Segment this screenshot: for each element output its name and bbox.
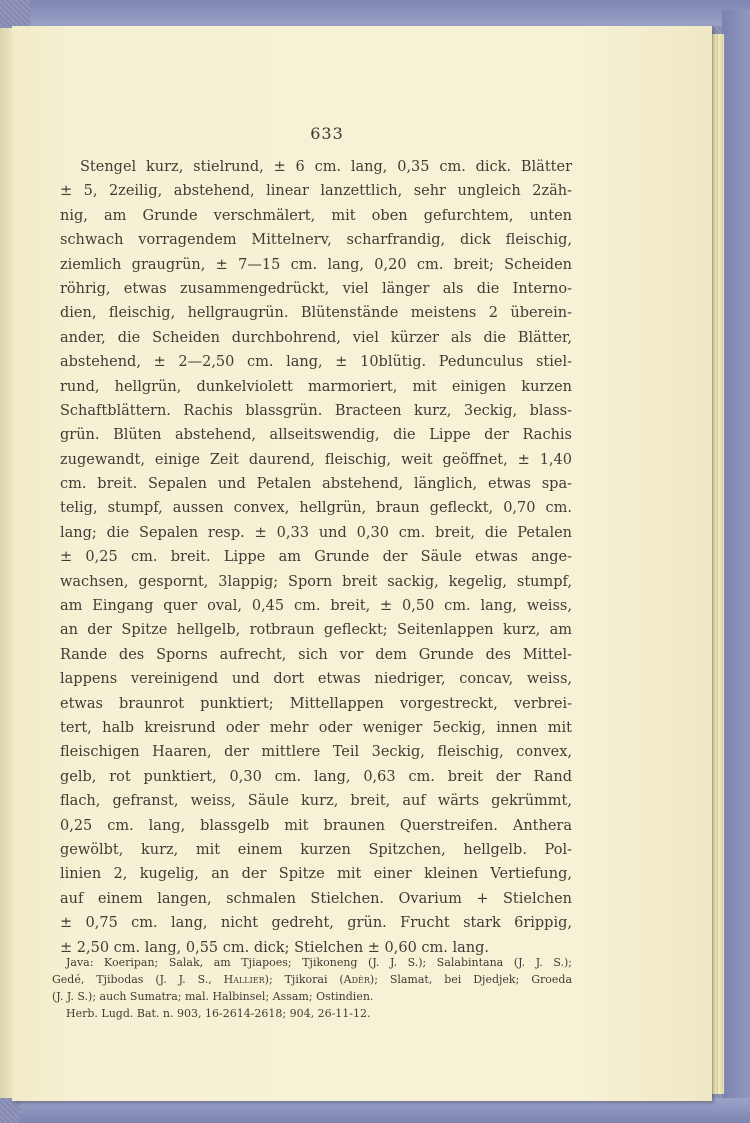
text-line: flach, gefranst, weiss, Säule kurz, breit, auf wärts gekrümmt, (60, 793, 572, 810)
text-line: Schaftblättern. Rachis blassgrün. Bracteen kurz, 3eckig, blass- (60, 402, 572, 419)
note-line: (J. J. S.); auch Sumatra; mal. Halbinsel; Assam; Ostindien. (52, 990, 374, 1003)
collector-name: Adèr (343, 973, 370, 986)
text-line: 0,25 cm. lang, blassgelb mit braunen Querstreifen. Anthera (60, 817, 572, 834)
text-line: ± 5, 2zeilig, abstehend, linear lanzettlich, sehr ungleich 2zäh- (60, 183, 572, 200)
text-line: gelb, rot punktiert, 0,30 cm. lang, 0,63 cm. breit der Rand (60, 768, 572, 785)
text-line: ± 2,50 cm. lang, 0,55 cm. dick; Stielchen ± 0,60 cm. lang. (60, 939, 490, 956)
book-cover-top (30, 0, 750, 26)
note-text: Gedé, Tjibodas (J. J. S., (52, 973, 224, 986)
text-line: telig, stumpf, aussen convex, hellgrün, braun gefleckt, 0,70 cm. (60, 500, 572, 517)
text-line: etwas braunrot punktiert; Mittellappen vorgestreckt, verbrei- (60, 695, 572, 712)
page-number: 633 (310, 124, 344, 143)
locality-notes (52, 954, 572, 1022)
text-line: linien 2, kugelig, an der Spitze mit einer kleinen Vertiefung, (60, 866, 572, 883)
text-line: wachsen, gespornt, 3lappig; Sporn breit sackig, kegelig, stumpf, (60, 573, 572, 590)
book-cover-bottom (20, 1098, 750, 1123)
text-line: auf einem langen, schmalen Stielchen. Ovarium + Stielchen (60, 890, 572, 907)
text-line: ± 0,25 cm. breit. Lippe am Grunde der Säule etwas ange- (60, 549, 572, 566)
text-line: ander, die Scheiden durchbohrend, viel kürzer als die Blätter, (60, 329, 572, 346)
text-line: röhrig, etwas zusammengedrückt, viel länger als die Interno- (60, 280, 572, 297)
text-line: rund, hellgrün, dunkelviolett marmoriert, mit einigen kurzen (60, 378, 572, 395)
text-line: zugewandt, einige Zeit daurend, fleischig, weit geöffnet, ± 1,40 (60, 451, 572, 468)
text-line: an der Spitze hellgelb, rotbraun gefleckt; Seitenlappen kurz, am (60, 622, 572, 639)
text-line: cm. breit. Sepalen und Petalen abstehend, länglich, etwas spa- (60, 476, 572, 493)
book-cover-right (722, 10, 750, 1110)
text-line: ziemlich graugrün, ± 7—15 cm. lang, 0,20 cm. breit; Scheiden (60, 256, 572, 273)
page (12, 26, 712, 1101)
text-line: lappens vereinigend und dort etwas niedriger, concav, weiss, (60, 671, 572, 688)
text-line: schwach vorragendem Mittelnerv, scharfrandig, dick fleischig, (60, 232, 572, 249)
text-line: Stengel kurz, stielrund, ± 6 cm. lang, 0,35 cm. dick. Blätter (80, 159, 572, 175)
note-text: ); Tjikorai ( (264, 973, 344, 986)
note-text: ); Slamat, bei Djedjek; Groeda (369, 973, 572, 986)
collector-name: Hallier (223, 973, 265, 986)
text-line: ± 0,75 cm. lang, nicht gedreht, grün. Frucht stark 6rippig, (60, 915, 572, 932)
text-line: nig, am Grunde verschmälert, mit oben gefurchtem, unten (60, 207, 572, 224)
text-line: gewölbt, kurz, mit einem kurzen Spitzchen, hellgelb. Pol- (60, 841, 572, 858)
herbarium-line: Herb. Lugd. Bat. n. 903, 16-2614-2618; 904, 26-11-12. (66, 1007, 371, 1020)
text-line: fleischigen Haaren, der mittlere Teil 3eckig, fleischig, convex, (60, 744, 572, 761)
note-line: Java: Koeripan; Salak, am Tjiapoes; Tjikoneng (J. J. S.); Salabintana (J. J. S.); (66, 956, 572, 969)
text-line: abstehend, ± 2—2,50 cm. lang, ± 10blütig. Pedunculus stiel- (60, 354, 572, 371)
description-text (60, 155, 572, 960)
text-line: dien, fleischig, hellgraugrün. Blütenstände meistens 2 überein- (60, 305, 572, 322)
text-line: grün. Blüten abstehend, allseitswendig, die Lippe der Rachis (60, 427, 572, 444)
text-line: tert, halb kreisrund oder mehr oder weniger 5eckig, innen mit (60, 719, 572, 736)
note-line (52, 971, 572, 988)
text-line: lang; die Sepalen resp. ± 0,33 und 0,30 cm. breit, die Petalen (60, 524, 572, 541)
text-line: am Eingang quer oval, 0,45 cm. breit, ± 0,50 cm. lang, weiss, (60, 598, 572, 615)
text-line: Rande des Sporns aufrecht, sich vor dem Grunde des Mittel- (60, 646, 572, 663)
